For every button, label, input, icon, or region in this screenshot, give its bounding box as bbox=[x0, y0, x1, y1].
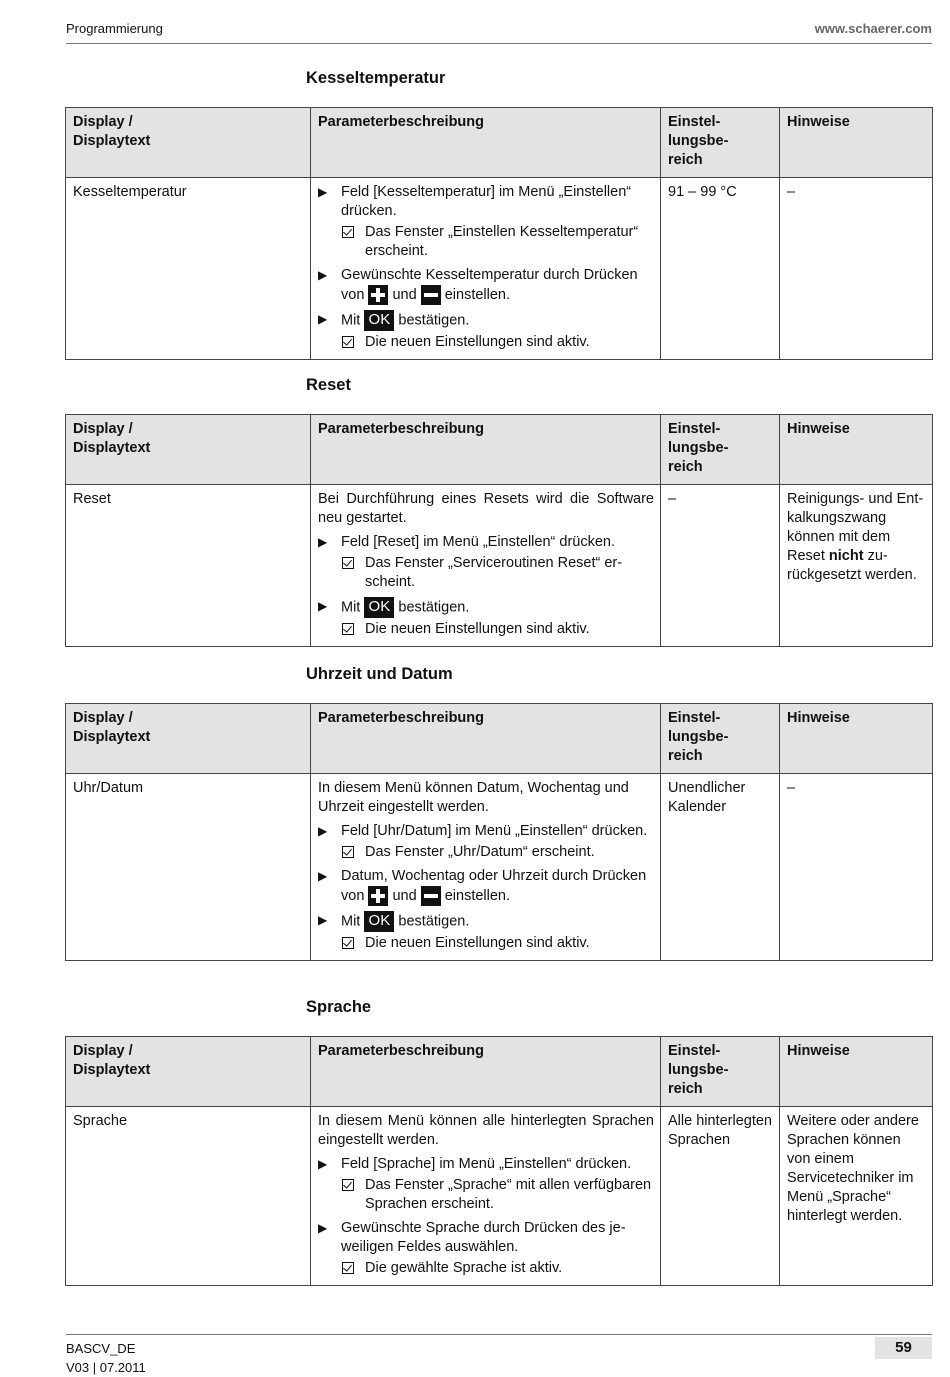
page-number: 59 bbox=[875, 1337, 932, 1359]
notes: Reinigungs- und Entkalkungszwang können mit dem Reset nicht zurückgesetzt werden. bbox=[780, 485, 933, 647]
table-header-row bbox=[66, 415, 933, 485]
arrow-icon: ▶ bbox=[318, 312, 328, 326]
header-website: www.schaerer.com bbox=[814, 21, 932, 36]
setting-range: Unendlicher Kalender bbox=[661, 774, 780, 961]
setting-range: Alle hinterlegten Sprachen bbox=[661, 1107, 780, 1286]
result: Die neuen Einstellungen sind aktiv. bbox=[342, 934, 654, 953]
section-title-kesseltemperatur: Kesseltemperatur bbox=[306, 69, 446, 87]
parameter-description bbox=[311, 774, 661, 961]
col-range: Einstel- lungsbe- reich bbox=[661, 1037, 780, 1107]
table-header-row bbox=[66, 704, 933, 774]
step: ▶ Gewünschte Sprache durch Drücken des jeweiligen Feldes auswählen. bbox=[318, 1220, 626, 1255]
intro-text: Bei Durchführung eines Resets wird die Software neu gestartet. bbox=[318, 491, 654, 526]
plus-button-icon bbox=[368, 886, 388, 906]
col-display: Display / Displaytext bbox=[66, 1037, 311, 1107]
page-footer bbox=[66, 1334, 932, 1375]
col-notes: Hinweise bbox=[780, 415, 933, 485]
header-section: Programmierung bbox=[66, 21, 163, 36]
notes: Weitere oder andere Sprachen können von einem Servicetechniker im Menü „Sprache“ hinterlegt werden. bbox=[780, 1107, 933, 1286]
table-kesseltemperatur bbox=[65, 107, 933, 360]
result: Das Fenster „Uhr/Datum“ erscheint. bbox=[342, 843, 654, 862]
minus-button-icon bbox=[421, 886, 441, 906]
notes: – bbox=[780, 178, 933, 360]
section-title-reset: Reset bbox=[306, 376, 351, 394]
arrow-icon: ▶ bbox=[318, 1221, 328, 1235]
checkbox-icon bbox=[342, 1262, 354, 1274]
ok-button-icon: OK bbox=[364, 310, 394, 331]
col-description: Parameterbeschreibung bbox=[311, 1037, 661, 1107]
table-row bbox=[66, 485, 933, 647]
display-text: Kesseltemperatur bbox=[66, 178, 311, 360]
checkbox-icon bbox=[342, 226, 354, 238]
col-range: Einstel- lungsbe- reich bbox=[661, 415, 780, 485]
table-uhrzeit-datum bbox=[65, 703, 933, 961]
step: ▶ Feld [Reset] im Menü „Einstellen“ drücken. bbox=[318, 534, 615, 550]
step: ▶ Mit OK bestätigen. bbox=[318, 597, 654, 618]
ok-button-icon: OK bbox=[364, 911, 394, 932]
footer-doc-info bbox=[66, 1339, 146, 1377]
display-text: Uhr/Datum bbox=[66, 774, 311, 961]
parameter-description bbox=[311, 485, 661, 647]
table-reset bbox=[65, 414, 933, 647]
intro-text: In diesem Menü können Datum, Wochentag und Uhrzeit eingestellt werden. bbox=[318, 780, 629, 815]
arrow-icon: ▶ bbox=[318, 869, 328, 883]
arrow-icon: ▶ bbox=[318, 535, 328, 549]
step: ▶ Datum, Wochentag oder Uhrzeit durch Drücken von und einstellen. bbox=[318, 867, 654, 906]
intro-text: In diesem Menü können alle hinterlegten Sprachen eingestellt werden. bbox=[318, 1113, 654, 1148]
result: Die neuen Einstellungen sind aktiv. bbox=[342, 333, 654, 352]
arrow-icon: ▶ bbox=[318, 1157, 328, 1171]
col-description: Parameterbeschreibung bbox=[311, 108, 661, 178]
col-range: Einstel- lungsbe- reich bbox=[661, 704, 780, 774]
col-description: Parameterbeschreibung bbox=[311, 415, 661, 485]
display-text: Sprache bbox=[66, 1107, 311, 1286]
step: ▶ Mit OK bestätigen. bbox=[318, 911, 654, 932]
table-row bbox=[66, 178, 933, 360]
doc-version: V03 | 07.2011 bbox=[66, 1360, 146, 1375]
step: ▶ Mit OK bestätigen. bbox=[318, 310, 654, 331]
step: ▶ Feld [Sprache] im Menü „Einstellen“ drücken. bbox=[318, 1156, 632, 1172]
col-display: Display / Displaytext bbox=[66, 108, 311, 178]
arrow-icon: ▶ bbox=[318, 185, 328, 199]
plus-button-icon bbox=[368, 285, 388, 305]
display-text: Reset bbox=[66, 485, 311, 647]
arrow-icon: ▶ bbox=[318, 913, 328, 927]
ok-button-icon: OK bbox=[364, 597, 394, 618]
doc-code: BASCV_DE bbox=[66, 1341, 136, 1356]
step: ▶ Feld [Kesseltemperatur] im Menü „Einstellen“ drücken. bbox=[318, 184, 632, 219]
notes: – bbox=[780, 774, 933, 961]
step: ▶ Feld [Uhr/Datum] im Menü „Einstellen“ drücken. bbox=[318, 823, 648, 839]
checkbox-icon bbox=[342, 846, 354, 858]
page-header bbox=[66, 21, 932, 44]
checkbox-icon bbox=[342, 336, 354, 348]
parameter-description bbox=[311, 178, 661, 360]
section-title-uhrzeit-datum: Uhrzeit und Datum bbox=[306, 665, 453, 683]
section-title-sprache: Sprache bbox=[306, 998, 372, 1016]
col-notes: Hinweise bbox=[780, 1037, 933, 1107]
table-header-row bbox=[66, 1037, 933, 1107]
arrow-icon: ▶ bbox=[318, 268, 328, 282]
col-description: Parameterbeschreibung bbox=[311, 704, 661, 774]
table-row bbox=[66, 774, 933, 961]
arrow-icon: ▶ bbox=[318, 599, 328, 613]
arrow-icon: ▶ bbox=[318, 824, 328, 838]
checkbox-icon bbox=[342, 1179, 354, 1191]
checkbox-icon bbox=[342, 623, 354, 635]
col-notes: Hinweise bbox=[780, 704, 933, 774]
parameter-description bbox=[311, 1107, 661, 1286]
result: Das Fenster „Einstellen Kesseltemperatur“ erscheint. bbox=[342, 223, 654, 261]
result: Die neuen Einstellungen sind aktiv. bbox=[342, 620, 654, 639]
setting-range: – bbox=[661, 485, 780, 647]
table-sprache bbox=[65, 1036, 933, 1286]
step: ▶ Gewünschte Kesseltemperatur durch Drücken von und einstellen. bbox=[318, 266, 654, 305]
result: Das Fenster „Sprache“ mit allen verfügbaren Sprachen erscheint. bbox=[342, 1176, 654, 1214]
checkbox-icon bbox=[342, 937, 354, 949]
col-display: Display / Displaytext bbox=[66, 704, 311, 774]
minus-button-icon bbox=[421, 285, 441, 305]
checkbox-icon bbox=[342, 557, 354, 569]
col-range: Einstel- lungsbe- reich bbox=[661, 108, 780, 178]
table-header-row bbox=[66, 108, 933, 178]
table-row bbox=[66, 1107, 933, 1286]
result: Die gewählte Sprache ist aktiv. bbox=[342, 1259, 654, 1278]
setting-range: 91 – 99 °C bbox=[661, 178, 780, 360]
result: Das Fenster „Serviceroutinen Reset“ erscheint. bbox=[342, 554, 654, 592]
col-notes: Hinweise bbox=[780, 108, 933, 178]
col-display: Display / Displaytext bbox=[66, 415, 311, 485]
